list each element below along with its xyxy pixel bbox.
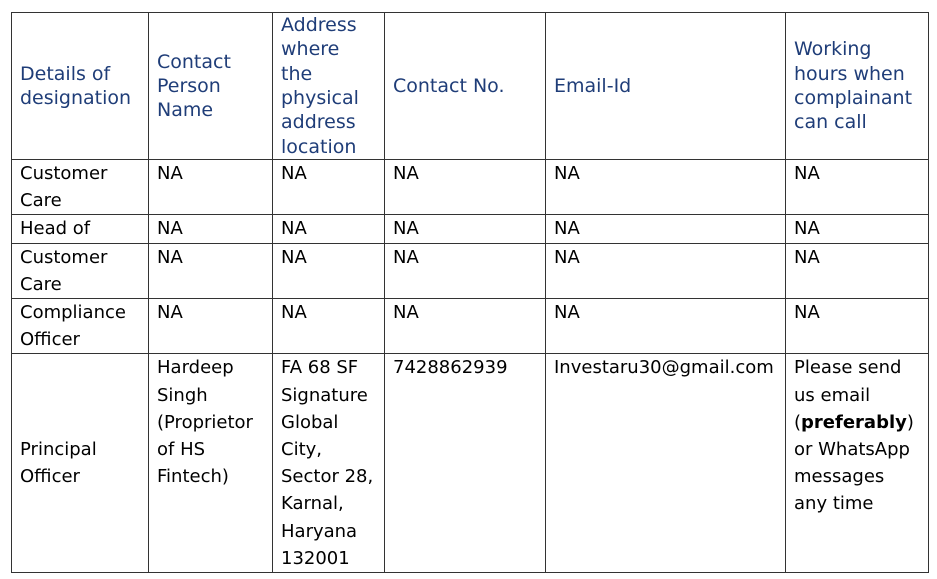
header-designation: Details of designation xyxy=(12,13,149,160)
cell-name: NA xyxy=(149,160,273,215)
cell-phone: NA xyxy=(385,243,546,298)
cell-address: FA 68 SF Signature Global City, Sector 28, Karnal, Haryana 132001 xyxy=(273,354,385,573)
header-address: Address where the physical address location xyxy=(273,13,385,160)
cell-email: NA xyxy=(546,299,786,354)
header-contact-no: Contact No. xyxy=(385,13,546,160)
cell-email: NA xyxy=(546,160,786,215)
hours-text-bold: preferably xyxy=(801,411,907,433)
cell-designation: Principal Officer xyxy=(12,354,149,573)
cell-designation: Customer Care xyxy=(12,243,149,298)
cell-hours: NA xyxy=(786,160,929,215)
cell-email: NA xyxy=(546,215,786,243)
cell-name: NA xyxy=(149,215,273,243)
header-contact-person: Contact Person Name xyxy=(149,13,273,160)
cell-address: NA xyxy=(273,299,385,354)
cell-hours xyxy=(786,354,929,573)
cell-designation: Head of xyxy=(12,215,149,243)
cell-name: NA xyxy=(149,243,273,298)
cell-address: NA xyxy=(273,160,385,215)
principal-officer-row xyxy=(12,354,929,573)
cell-email: Investaru30@gmail.com xyxy=(546,354,786,573)
cell-address: NA xyxy=(273,215,385,243)
cell-designation: Customer Care xyxy=(12,160,149,215)
contact-table xyxy=(11,12,929,573)
cell-phone: 7428862939 xyxy=(385,354,546,573)
cell-name: NA xyxy=(149,299,273,354)
hours-text-post: ) or WhatsApp messages any time xyxy=(794,411,914,515)
cell-designation: Compliance Officer xyxy=(12,299,149,354)
cell-address: NA xyxy=(273,243,385,298)
cell-phone: NA xyxy=(385,299,546,354)
table-row xyxy=(12,243,929,298)
cell-name: Hardeep Singh (Proprietor of HS Fintech) xyxy=(149,354,273,573)
cell-hours: NA xyxy=(786,299,929,354)
header-row xyxy=(12,13,929,160)
cell-phone: NA xyxy=(385,215,546,243)
table-row xyxy=(12,215,929,243)
header-working-hours: Working hours when complainant can call xyxy=(786,13,929,160)
header-email: Email-Id xyxy=(546,13,786,160)
cell-hours: NA xyxy=(786,243,929,298)
cell-phone: NA xyxy=(385,160,546,215)
cell-email: NA xyxy=(546,243,786,298)
table-row xyxy=(12,160,929,215)
table-row xyxy=(12,299,929,354)
hours-text-pre: Please send us email ( xyxy=(794,357,902,433)
cell-hours: NA xyxy=(786,215,929,243)
